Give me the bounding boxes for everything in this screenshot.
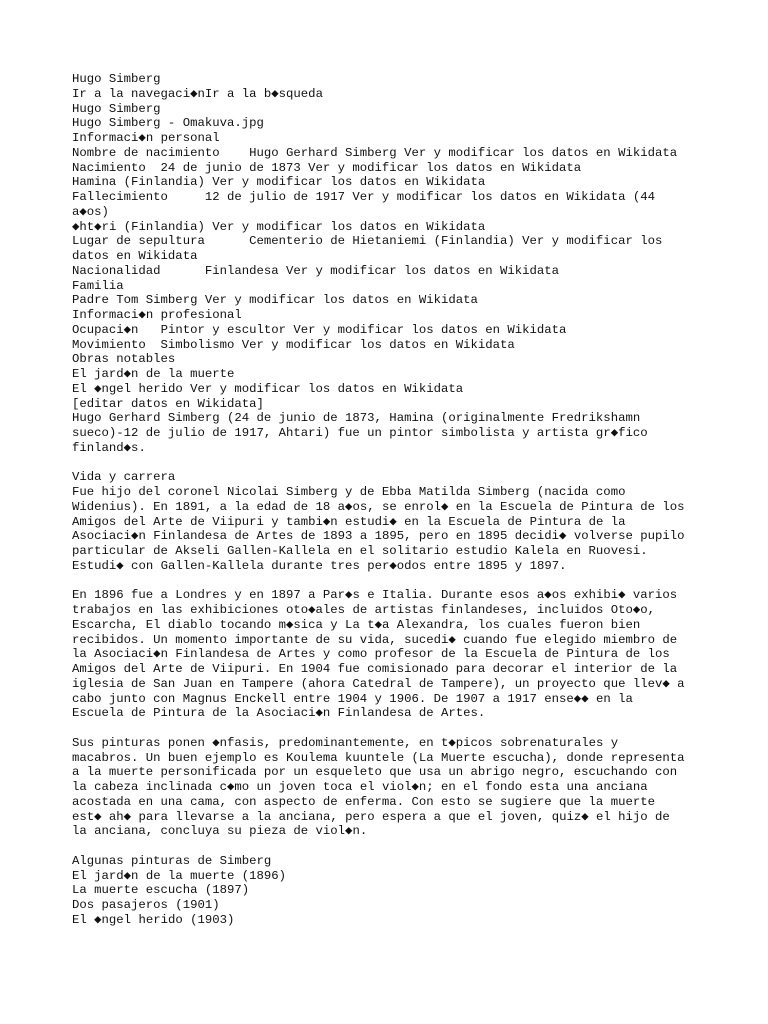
text-line: La muerte escucha (1897): [72, 883, 250, 898]
blank-line: [72, 574, 712, 589]
text-line: Escarcha, El diablo tocando m◆sica y La t◆a Alexandra, los cuales fueron bien: [72, 617, 641, 632]
text-line: Fue hijo del coronel Nicolai Simberg y de Ebba Matilda Simberg (nacida como: [72, 485, 626, 499]
text-line: Fallecimiento 12 de julio de 1917 Ver y modificar los datos en Wikidata (44: [72, 190, 655, 204]
text-line: Ir a la navegaci◆nIr a la b◆squeda: [72, 86, 323, 101]
text-line: Amigos del Arte de Viipuri y tambi◆n estudi◆ en la Escuela de Pintura de la: [72, 514, 626, 529]
text-line: Hugo Simberg: [72, 101, 161, 116]
text-line: Escuela de Pintura de la Asociaci◆n Finlandesa de Artes.: [72, 706, 486, 721]
text-line: a◆os): [72, 204, 109, 219]
text-line: Obras notables: [72, 352, 176, 367]
text-line: Dos pasajeros (1901): [72, 898, 220, 912]
text-line: recibidos. Un momento importante de su vida, sucedi◆ cuando fue elegido miembro de: [72, 632, 678, 647]
text-line: Sus pinturas ponen ◆nfasis, predominantemente, en t◆picos sobrenaturales y: [72, 735, 619, 750]
text-line: Ocupaci◆n Pintor y escultor Ver y modificar los datos en Wikidata: [72, 322, 567, 337]
text-line: Hamina (Finlandia) Ver y modificar los datos en Wikidata: [72, 175, 486, 190]
text-line: Widenius). En 1891, a la edad de 18 a◆os, se enrol◆ en la Escuela de Pintura de los: [72, 499, 685, 514]
text-line: Nacimiento 24 de junio de 1873 Ver y modificar los datos en Wikidata: [72, 160, 582, 175]
text-line: la cabeza inclinada c◆mo un joven toca el viol◆n; en el fondo esta una anciana: [72, 780, 648, 794]
text-line: En 1896 fue a Londres y en 1897 a Par◆s e Italia. Durante esos a◆os exhibi◆ varios: [72, 588, 678, 603]
text-line: El ◆ngel herido Ver y modificar los datos en Wikidata: [72, 381, 464, 396]
text-line: Vida y carrera: [72, 470, 176, 485]
text-line: sueco)-12 de julio de 1917, Ahtari) fue un pintor simbolista y artista gr◆fico: [72, 426, 648, 440]
text-line: Hugo Gerhard Simberg (24 de junio de 1873, Hamina (originalmente Fredrikshamn: [72, 411, 641, 426]
text-line: Informaci◆n profesional: [72, 308, 242, 322]
text-line: Informaci◆n personal: [72, 131, 220, 145]
text-line: Estudi◆ con Gallen-Kallela durante tres per◆odos entre 1895 y 1897.: [72, 558, 567, 573]
text-line: Movimiento Simbolismo Ver y modificar los datos en Wikidata: [72, 337, 515, 352]
text-line: Hugo Simberg - Omakuva.jpg: [72, 116, 264, 131]
text-line: Padre Tom Simberg Ver y modificar los datos en Wikidata: [72, 293, 478, 308]
text-line: Nacionalidad Finlandesa Ver y modificar los datos en Wikidata: [72, 263, 560, 278]
text-line: datos en Wikidata: [72, 249, 198, 263]
text-line: est◆ ah◆ para llevarse a la anciana, pero espera a que el joven, quiz◆ el hijo de: [72, 809, 670, 824]
text-line: particular de Akseli Gallen-Kallela en el solitario estudio Kalela en Ruovesi.: [72, 544, 648, 558]
blank-line: [72, 721, 712, 736]
text-line: El ◆ngel herido (1903): [72, 912, 235, 927]
blank-line: [72, 456, 712, 471]
blank-line: [72, 839, 712, 854]
text-line: El jard◆n de la muerte: [72, 367, 235, 381]
text-line: Nombre de nacimiento Hugo Gerhard Simberg Ver y modificar los datos en Wikidata: [72, 145, 678, 160]
text-line: iglesia de San Juan en Tampere (ahora Catedral de Tampere), un proyecto que llev◆ a: [72, 676, 685, 691]
text-line: a la muerte personificada por un esqueleto que usa un abrigo negro, escuchando con: [72, 765, 678, 780]
text-line: la Asociaci◆n Finlandesa de Artes y como profesor de la Escuela de Pintura de los: [72, 647, 670, 662]
text-line: macabros. Un buen ejemplo es Koulema kuuntele (La Muerte escucha), donde representa: [72, 750, 685, 765]
text-line: acostada en una cama, con aspecto de enferma. Con esto se sugiere que la muerte: [72, 794, 655, 809]
text-line: Amigos del Arte de Viipuri. En 1904 fue comisionado para decorar el interior de la: [72, 662, 678, 676]
text-line: finland◆s.: [72, 440, 146, 455]
document-page: [72, 72, 712, 928]
text-line: [editar datos en Wikidata]: [72, 396, 264, 411]
text-line: trabajos en las exhibiciones oto◆ales de artistas finlandeses, incluidos Oto◆o,: [72, 603, 656, 617]
text-line: ◆ht◆ri (Finlandia) Ver y modificar los datos en Wikidata: [72, 219, 486, 234]
text-line: El jard◆n de la muerte (1896): [72, 868, 287, 883]
text-line: Lugar de sepultura Cementerio de Hietaniemi (Finlandia) Ver y modificar los: [72, 234, 663, 249]
text-line: Asociaci◆n Finlandesa de Artes de 1893 a 1895, pero en 1895 decidi◆ volverse pupilo: [72, 529, 685, 544]
text-line: la anciana, concluya su pieza de viol◆n.: [72, 824, 368, 839]
text-line: Familia: [72, 278, 124, 293]
text-line: Hugo Simberg: [72, 72, 161, 86]
text-line: cabo junto con Magnus Enckell entre 1904 y 1906. De 1907 a 1917 ense◆◆ en la: [72, 691, 633, 706]
text-line: Algunas pinturas de Simberg: [72, 853, 272, 868]
